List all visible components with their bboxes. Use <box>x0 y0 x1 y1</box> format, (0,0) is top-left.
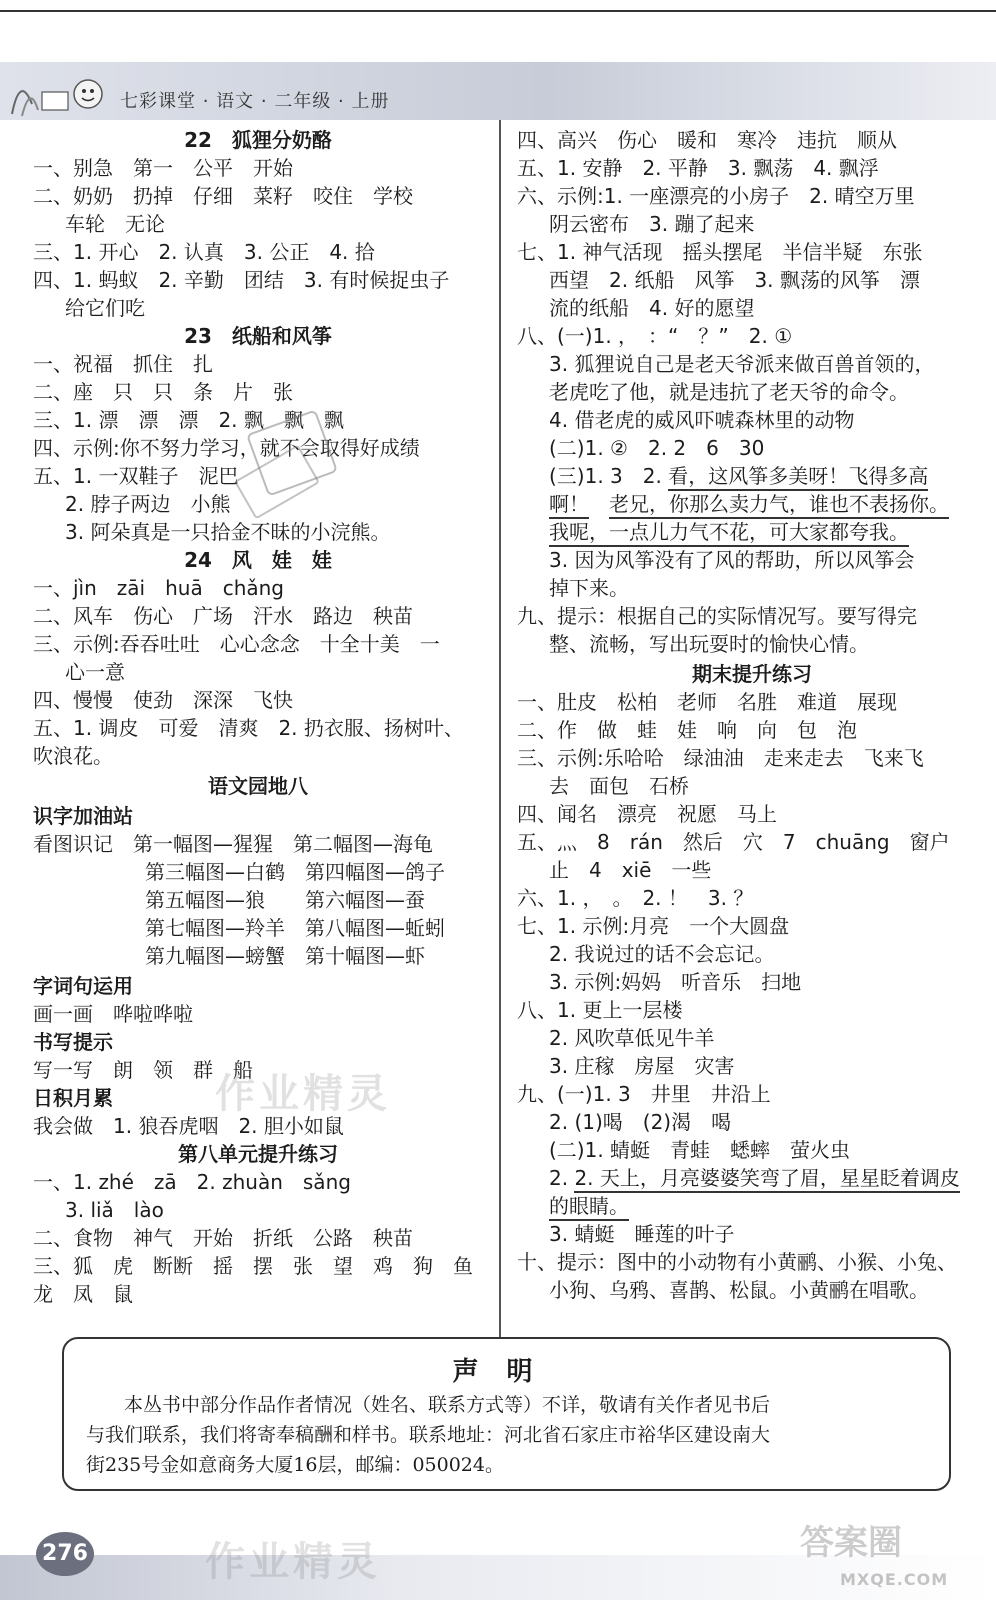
brand-url: MXQE.COM <box>840 1570 949 1589</box>
answer-line: 四、慢慢 使劲 深深 飞快 <box>33 688 293 712</box>
answer-line: 八、1. 更上一层楼 <box>517 998 683 1022</box>
answer-line: 二、奶奶 扔掉 仔细 菜籽 咬住 学校 <box>33 184 413 208</box>
answer-line: 吹浪花。 <box>33 744 113 768</box>
answer-line: 掉下来。 <box>549 576 629 600</box>
answer-line: 一、jìn zāi huā chǎng <box>33 576 285 600</box>
answer-line: 老虎吃了他，就是违抗了老天爷的命令。 <box>549 380 909 404</box>
watermark-text: 作业精灵 <box>205 1539 381 1585</box>
answer-line: 阴云密布 3. 蹦了起来 <box>549 212 755 236</box>
answer-line: 九、提示：根据自己的实际情况写。要写得完 <box>517 604 917 628</box>
answer-line: 三、狐 虎 断断 摇 摆 张 望 鸡 狗 鱼 <box>33 1254 473 1278</box>
answer-line: 3. 蜻蜓 睡莲的叶子 <box>549 1222 735 1246</box>
answer-line: 三、示例:吞吞吐吐 心心念念 十全十美 一 <box>33 632 440 656</box>
answer-line: 2. (1)喝 (2)渴 喝 <box>549 1110 732 1134</box>
header-cartoon-icon <box>8 64 104 120</box>
section-title: 22 狐狸分奶酪 <box>184 128 332 152</box>
answer-line: 止 4 xiē 一些 <box>549 858 712 882</box>
answer-line: 第九幅图—螃蟹 第十幅图—虾 <box>145 944 425 968</box>
answer-line: 写一写 朗 领 群 船 <box>33 1058 253 1082</box>
answer-line: 五、1. 一双鞋子 泥巴 <box>33 464 239 488</box>
answer-line <box>549 518 909 546</box>
answer-line: 四、示例:你不努力学习，就不会取得好成绩 <box>33 436 420 460</box>
answer-line: 二、食物 神气 开始 折纸 公路 秧苗 <box>33 1226 413 1250</box>
answer-line: (二)1. 蜻蜓 青蛙 蟋蟀 萤火虫 <box>549 1138 851 1162</box>
answer-line: 3. 因为风筝没有了风的帮助，所以风筝会 <box>549 548 915 572</box>
answer-line: 五、灬 8 rán 然后 穴 7 chuāng 窗户 <box>517 830 950 854</box>
answer-line: 一、肚皮 松柏 老师 名胜 难道 展现 <box>517 690 897 714</box>
answer-line: 九、(一)1. 3 井里 井沿上 <box>517 1082 771 1106</box>
notice-title: 声明 <box>452 1357 561 1387</box>
subsection-title: 字词句运用 <box>33 974 133 998</box>
answer-line: 3. liǎ lào <box>65 1198 164 1222</box>
answer-line <box>549 1192 629 1220</box>
section-title: 语文园地八 <box>208 774 308 798</box>
answer-prefix: 2. <box>549 1166 575 1190</box>
answer-line: 整、流畅，写出玩耍时的愉快心情。 <box>549 632 869 656</box>
notice-line: 与我们联系，我们将寄奉稿酬和样书。联系地址：河北省石家庄市裕华区建设南大 <box>86 1424 771 1446</box>
answer-line: 十、提示：图中的小动物有小黄鹂、小猴、小兔、 <box>517 1250 957 1274</box>
answer-line: 五、1. 调皮 可爱 清爽 2. 扔衣服、扬树叶、 <box>33 716 464 740</box>
answer-line: 七、1. 示例:月亮 一个大圆盘 <box>517 914 790 938</box>
notice-line: 街235号金如意商务大厦16层，邮编：050024。 <box>86 1454 504 1476</box>
underlined-answer: 看，这风筝多美呀！飞得多高 <box>668 464 928 491</box>
answer-line: 六、1. ， 。 2. ！ 3. ？ <box>517 886 754 910</box>
answer-line: 看图识记 第一幅图—猩猩 第二幅图—海龟 <box>33 832 433 856</box>
underlined-answer: 老兄，你那么卖力气，谁也不表扬你。 <box>609 492 949 519</box>
answer-line: 七、1. 神气活现 摇头摆尾 半信半疑 东张 <box>517 240 923 264</box>
answer-line: 给它们吃 <box>65 296 145 320</box>
answer-line: 3. 狐狸说自己是老天爷派来做百兽首领的， <box>549 352 935 376</box>
answer-line: (二)1. ② 2. 2 6 30 <box>549 436 765 460</box>
underlined-answer: 我呢，一点儿力气不花，可大家都夸我。 <box>549 520 909 547</box>
answer-line <box>549 462 928 490</box>
answer-line: 一、别急 第一 公平 开始 <box>33 156 293 180</box>
notice-box <box>62 1337 951 1491</box>
answer-line: 小狗、乌鸦、喜鹊、松鼠。小黄鹂在唱歌。 <box>549 1278 929 1302</box>
answer-line: 3. 示例:妈妈 听音乐 扫地 <box>549 970 802 994</box>
answer-line <box>549 1164 960 1192</box>
answer-line: 一、1. zhé zā 2. zhuàn sǎng <box>33 1170 351 1194</box>
subsection-title: 日积月累 <box>33 1086 113 1110</box>
answer-line: 第五幅图—狼 第六幅图—蚕 <box>145 888 425 912</box>
watermark-text: 作业精灵 <box>215 1071 391 1117</box>
answer-line: 四、1. 蚂蚁 2. 辛勤 团结 3. 有时候捉虫子 <box>33 268 450 292</box>
answer-prefix: (三)1. 3 2. <box>549 464 669 488</box>
section-title: 第八单元提升练习 <box>178 1142 338 1166</box>
answer-line: 2. 脖子两边 小熊 <box>65 492 231 516</box>
answer-line: 六、示例:1. 一座漂亮的小房子 2. 晴空万里 <box>517 184 915 208</box>
answer-line: 第七幅图—羚羊 第八幅图—蚯蚓 <box>145 916 445 940</box>
answer-line: 第三幅图—白鹤 第四幅图—鸽子 <box>145 860 445 884</box>
section-title: 期末提升练习 <box>692 662 812 686</box>
brand-logo-text: 答案圈 <box>800 1523 902 1563</box>
answer-line: 我会做 1. 狼吞虎咽 2. 胆小如鼠 <box>33 1114 344 1138</box>
header-title: 七彩课堂 · 语文 · 二年级 · 上册 <box>120 91 390 112</box>
answer-line: 三、示例:乐哈哈 绿油油 走来走去 飞来飞 <box>517 746 924 770</box>
answer-line: 二、座 只 只 条 片 张 <box>33 380 293 404</box>
section-title: 23 纸船和风筝 <box>184 324 332 348</box>
section-title: 24 风 娃 娃 <box>184 548 332 572</box>
answer-line: 西望 2. 纸船 风筝 3. 飘荡的风筝 漂 <box>549 268 920 292</box>
answer-line: 2. 我说过的话不会忘记。 <box>549 942 775 966</box>
answer-line: 龙 凤 鼠 <box>33 1282 133 1306</box>
answer-line: 2. 风吹草低见牛羊 <box>549 1026 715 1050</box>
answer-line: 4. 借老虎的威风吓唬森林里的动物 <box>549 408 855 432</box>
underlined-answer: 2. 天上，月亮婆婆笑弯了眉，星星眨着调皮 <box>574 1166 959 1193</box>
answer-line: 二、作 做 蛙 娃 响 向 包 泡 <box>517 718 857 742</box>
answer-line: 四、高兴 伤心 暖和 寒冷 违抗 顺从 <box>517 128 897 152</box>
underlined-answer: 的眼睛。 <box>549 1194 629 1221</box>
answer-line: 四、闻名 漂亮 祝愿 马上 <box>517 802 777 826</box>
answer-line: 一、祝福 抓住 扎 <box>33 352 213 376</box>
top-rule <box>0 10 996 12</box>
underlined-answer: 啊！ <box>549 492 589 519</box>
answer-line: 心一意 <box>65 660 125 684</box>
answer-line: 三、1. 开心 2. 认真 3. 公正 4. 拾 <box>33 240 375 264</box>
column-divider <box>499 120 501 1338</box>
page-number: 276 <box>36 1532 94 1576</box>
answer-line: 3. 阿朵真是一只拾金不昧的小浣熊。 <box>65 520 391 544</box>
answer-line: 八、(一)1. ， ：“ ？” 2. ① <box>517 324 793 348</box>
answer-line: 五、1. 安静 2. 平静 3. 飘荡 4. 飘浮 <box>517 156 879 180</box>
answer-line: 车轮 无论 <box>65 212 165 236</box>
answer-line <box>549 490 949 518</box>
answer-line: 流的纸船 4. 好的愿望 <box>549 296 755 320</box>
subsection-title: 识字加油站 <box>33 804 133 828</box>
subsection-title: 书写提示 <box>33 1030 113 1054</box>
answer-line: 3. 庄稼 房屋 灾害 <box>549 1054 735 1078</box>
answer-line: 画一画 哗啦哗啦 <box>33 1002 193 1026</box>
answer-line: 二、风车 伤心 广场 汗水 路边 秧苗 <box>33 604 413 628</box>
notice-line: 本丛书中部分作品作者情况（姓名、联系方式等）不详，敬请有关作者见书后 <box>124 1394 771 1416</box>
answer-line: 三、1. 漂 漂 漂 2. 飘 飘 飘 <box>33 408 344 432</box>
answer-line: 去 面包 石桥 <box>549 774 689 798</box>
